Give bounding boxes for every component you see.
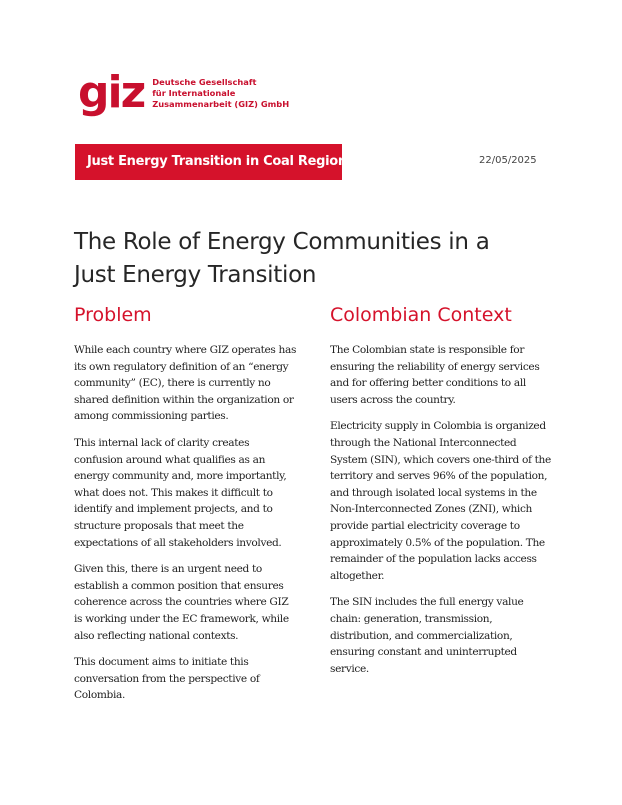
context-section (330, 300, 552, 687)
problem-paragraph: Given this, there is an urgent need to establish a common position that ensures coherence across the countries where GIZ is working under the EC framework, while also reflecting national contexts. (74, 563, 289, 642)
page-title (74, 226, 554, 292)
logo-line: Zusammenarbeit (GIZ) GmbH (152, 98, 290, 109)
context-paragraph: Electricity supply in Colombia is organized through the National Interconnected System (SIN), which covers one-third of the territory and serves 96% of the population, and through isolated local systems in the Non-Interconnected Zones (ZNI), which provide partial electricity coverage to approximately 0.5% of the population. The remainder of the population lacks access altogether. (330, 420, 551, 582)
problem-heading: Problem (74, 304, 152, 326)
giz-logo (78, 67, 290, 118)
context-paragraph: The SIN includes the full energy value chain: generation, transmission, distribution, and commercialization, ensuring constant and uninterrupted service. (330, 596, 524, 675)
logo-line: Deutsche Gesellschaft (152, 76, 257, 87)
context-paragraph: The Colombian state is responsible for ensuring the reliability of energy services and for offering better conditions to all users across the country. (330, 344, 540, 406)
problem-section (74, 300, 298, 714)
series-banner: Just Energy Transition in Coal Regions (75, 144, 342, 180)
title-line: The Role of Energy Communities in a (74, 229, 490, 255)
logo-wordmark (152, 77, 289, 110)
problem-paragraph: While each country where GIZ operates has its own regulatory definition of an “energy community” (EC), there is currently no shared definition within the organization or among commissioning parties. (74, 344, 297, 423)
context-heading: Colombian Context (330, 304, 512, 326)
title-line: Just Energy Transition (74, 262, 317, 288)
logo-mark: giz (78, 67, 145, 118)
problem-paragraph: This document aims to initiate this conversation from the perspective of Colombia. (74, 656, 260, 702)
problem-paragraph: This internal lack of clarity creates confusion around what qualifies as an energy community and, more importantly, what does not. This makes it difficult to identify and implement projects, and to structure proposals that meet the expectations of all stakeholders involved. (74, 436, 287, 549)
publication-date: 22/05/2025 (479, 155, 537, 166)
logo-line: für Internationale (152, 87, 236, 98)
